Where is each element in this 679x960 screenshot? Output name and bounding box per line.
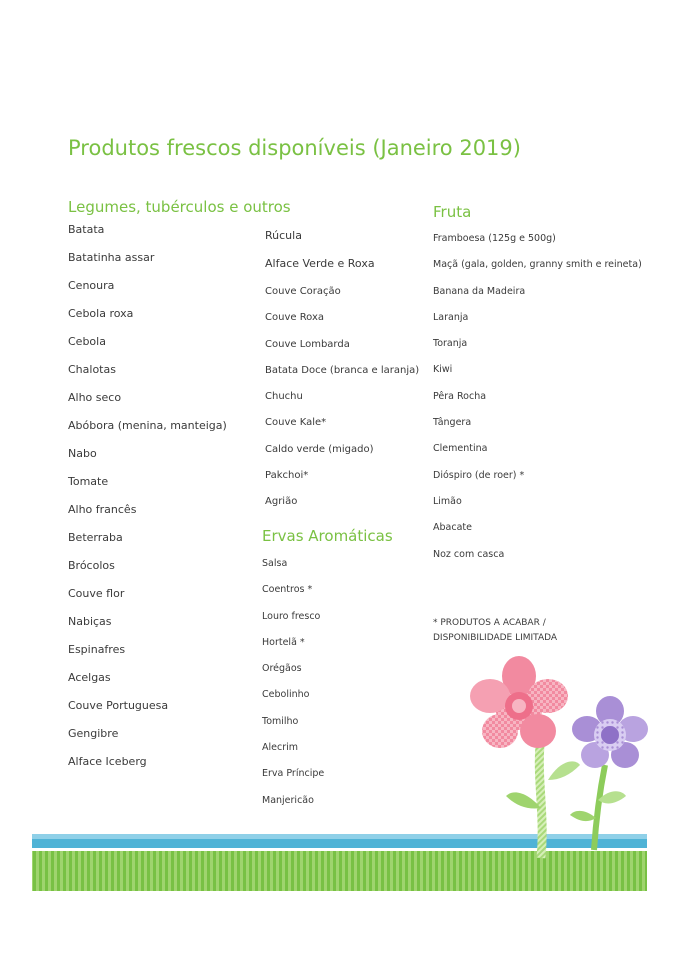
list-item: Laranja — [433, 311, 469, 323]
list-item: Agrião — [265, 496, 298, 508]
list-item: Toranja — [433, 338, 468, 350]
list-item: Coentros * — [262, 584, 313, 596]
list-item: Pêra Rocha — [433, 390, 487, 402]
list-item: Clementina — [433, 443, 488, 455]
list-item: Alface Iceberg — [68, 755, 147, 768]
list-item: Tomate — [68, 475, 109, 488]
list-item: Caldo verde (migado) — [265, 443, 374, 455]
list-item: Orégãos — [262, 663, 302, 675]
list-item: Couve Roxa — [265, 312, 325, 324]
list-item: Dióspiro (de roer) * — [433, 469, 525, 481]
list-item: Cebolinho — [262, 689, 310, 701]
list-item: Louro fresco — [262, 610, 321, 622]
ervas-heading: Ervas Aromáticas — [262, 527, 393, 545]
list-item: Hortelã * — [262, 636, 305, 648]
list-item: Couve Lombarda — [265, 338, 350, 350]
list-item: Acelgas — [68, 671, 111, 684]
list-item: Salsa — [262, 558, 288, 569]
list-item: Manjericão — [262, 794, 314, 806]
legumes-heading: Legumes, tubérculos e outros — [68, 198, 291, 216]
limited-availability-note: * PRODUTOS A ACABAR / DISPONIBILIDADE LIMITADA — [433, 618, 558, 643]
fruta-heading: Fruta — [433, 203, 472, 221]
list-item: Batatinha assar — [68, 251, 155, 264]
list-item: Espinafres — [68, 643, 126, 656]
list-item: Couve Coração — [265, 286, 341, 297]
pink-flower-icon — [470, 656, 580, 858]
list-item: Cenoura — [68, 279, 115, 292]
list-item: Erva Príncipe — [262, 768, 325, 780]
list-item: Tângera — [433, 417, 472, 429]
list-item: Couve Kale* — [265, 417, 327, 429]
list-item: Alho francês — [68, 503, 137, 516]
list-item: Couve flor — [68, 587, 125, 600]
list-item: Abacate — [433, 522, 472, 534]
purple-flower-icon — [570, 696, 648, 850]
list-item: Alho seco — [68, 391, 122, 404]
list-item: Chuchu — [265, 391, 303, 403]
list-item: Brócolos — [68, 559, 115, 572]
list-item: Noz com casca — [433, 548, 505, 560]
list-item: Limão — [433, 495, 462, 507]
page-title: Produtos frescos disponíveis (Janeiro 2019) — [68, 136, 521, 160]
list-item: Beterraba — [68, 531, 123, 544]
list-item: Gengibre — [68, 727, 119, 740]
list-item: Kiwi — [433, 364, 453, 376]
list-item: Abóbora (menina, manteiga) — [68, 419, 227, 432]
list-item: Cebola — [68, 335, 106, 348]
list-item: Batata — [68, 223, 105, 236]
list-item: Couve Portuguesa — [68, 699, 169, 712]
list-item: Maçã (gala, golden, granny smith e reineta) — [433, 259, 642, 271]
list-item: Chalotas — [68, 363, 116, 376]
list-item: Alecrim — [262, 742, 299, 754]
list-item: Rúcula — [265, 229, 302, 242]
striped-banner — [32, 834, 647, 891]
list-item: Batata Doce (branca e laranja) — [265, 364, 420, 376]
list-item: Pakchoi* — [265, 470, 309, 482]
list-item: Framboesa (125g e 500g) — [433, 233, 556, 244]
list-item: Tomilho — [262, 715, 299, 727]
list-item: Alface Verde e Roxa — [265, 257, 375, 270]
list-item: Cebola roxa — [68, 307, 134, 320]
list-item: Nabiças — [68, 615, 112, 628]
list-item: Nabo — [68, 447, 97, 460]
list-item: Banana da Madeira — [433, 285, 526, 297]
